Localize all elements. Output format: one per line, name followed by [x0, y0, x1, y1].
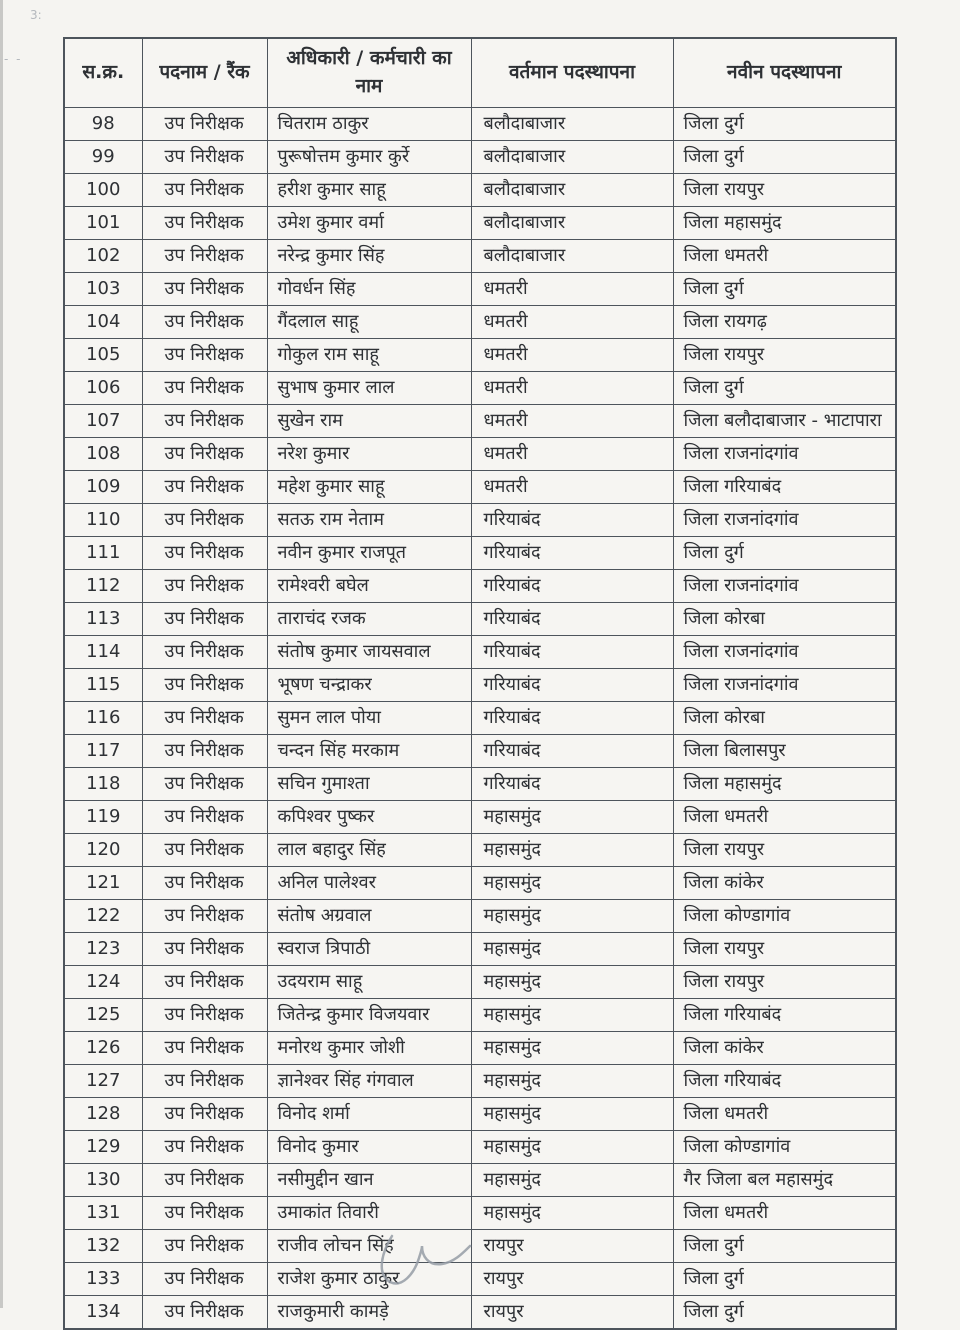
cell-officer-name: नसीमुद्दीन खान [267, 1164, 471, 1197]
cell-designation-rank: उप निरीक्षक [142, 900, 267, 933]
cell-officer-name: राजकुमारी कामड़े [267, 1296, 471, 1330]
cell-officer-name: नवीन कुमार राजपूत [267, 537, 471, 570]
table-row [64, 471, 896, 504]
cell-new-posting: जिला रायगढ़ [673, 306, 896, 339]
cell-serial-number: 100 [64, 174, 142, 207]
cell-new-posting: जिला धमतरी [673, 1098, 896, 1131]
cell-officer-name: नरेश कुमार [267, 438, 471, 471]
cell-current-posting: धमतरी [471, 438, 673, 471]
cell-new-posting: जिला महासमुंद [673, 207, 896, 240]
cell-designation-rank: उप निरीक्षक [142, 570, 267, 603]
table-row [64, 1197, 896, 1230]
cell-officer-name: सुभाष कुमार लाल [267, 372, 471, 405]
cell-officer-name: सुमन लाल पोया [267, 702, 471, 735]
cell-officer-name: संतोष कुमार जायसवाल [267, 636, 471, 669]
table-row [64, 1098, 896, 1131]
cell-designation-rank: उप निरीक्षक [142, 438, 267, 471]
table-row [64, 735, 896, 768]
cell-serial-number: 116 [64, 702, 142, 735]
cell-serial-number: 112 [64, 570, 142, 603]
cell-serial-number: 109 [64, 471, 142, 504]
cell-current-posting: महासमुंद [471, 1065, 673, 1098]
cell-designation-rank: उप निरीक्षक [142, 768, 267, 801]
cell-designation-rank: उप निरीक्षक [142, 108, 267, 141]
cell-serial-number: 128 [64, 1098, 142, 1131]
table-row [64, 636, 896, 669]
cell-serial-number: 110 [64, 504, 142, 537]
cell-new-posting: जिला दुर्ग [673, 141, 896, 174]
cell-current-posting: महासमुंद [471, 1032, 673, 1065]
table-row [64, 1263, 896, 1296]
table-body [64, 108, 896, 1330]
cell-new-posting: जिला रायपुर [673, 339, 896, 372]
cell-serial-number: 99 [64, 141, 142, 174]
table-row [64, 1131, 896, 1164]
cell-new-posting: जिला राजनांदगांव [673, 636, 896, 669]
cell-serial-number: 106 [64, 372, 142, 405]
cell-current-posting: महासमुंद [471, 867, 673, 900]
cell-current-posting: गरियाबंद [471, 504, 673, 537]
cell-new-posting: जिला कांकेर [673, 867, 896, 900]
cell-officer-name: उमाकांत तिवारी [267, 1197, 471, 1230]
cell-current-posting: गरियाबंद [471, 735, 673, 768]
cell-serial-number: 115 [64, 669, 142, 702]
table-row [64, 504, 896, 537]
table-row [64, 405, 896, 438]
cell-serial-number: 131 [64, 1197, 142, 1230]
cell-officer-name: संतोष अग्रवाल [267, 900, 471, 933]
cell-officer-name: कपिश्वर पुष्कर [267, 801, 471, 834]
cell-designation-rank: उप निरीक्षक [142, 471, 267, 504]
cell-current-posting: धमतरी [471, 273, 673, 306]
cell-current-posting: धमतरी [471, 306, 673, 339]
cell-designation-rank: उप निरीक्षक [142, 141, 267, 174]
table-header [64, 38, 896, 108]
cell-new-posting: जिला बलौदाबाजार - भाटापारा [673, 405, 896, 438]
cell-current-posting: महासमुंद [471, 1098, 673, 1131]
cell-current-posting: महासमुंद [471, 1197, 673, 1230]
cell-serial-number: 134 [64, 1296, 142, 1330]
cell-current-posting: गरियाबंद [471, 636, 673, 669]
cell-current-posting: धमतरी [471, 405, 673, 438]
cell-designation-rank: उप निरीक्षक [142, 669, 267, 702]
cell-designation-rank: उप निरीक्षक [142, 1131, 267, 1164]
cell-current-posting: बलौदाबाजार [471, 174, 673, 207]
cell-current-posting: बलौदाबाजार [471, 207, 673, 240]
col-header-new-posting: नवीन पदस्थापना [673, 38, 896, 108]
cell-officer-name: ताराचंद रजक [267, 603, 471, 636]
cell-new-posting: जिला दुर्ग [673, 1230, 896, 1263]
cell-officer-name: पुरूषोत्तम कुमार कुर्रे [267, 141, 471, 174]
cell-new-posting: जिला महासमुंद [673, 768, 896, 801]
cell-officer-name: नरेन्द्र कुमार सिंह [267, 240, 471, 273]
cell-officer-name: चितराम ठाकुर [267, 108, 471, 141]
cell-new-posting: जिला दुर्ग [673, 1296, 896, 1330]
cell-serial-number: 126 [64, 1032, 142, 1065]
cell-current-posting: बलौदाबाजार [471, 240, 673, 273]
table-row [64, 1230, 896, 1263]
cell-serial-number: 125 [64, 999, 142, 1032]
cell-designation-rank: उप निरीक्षक [142, 174, 267, 207]
cell-serial-number: 127 [64, 1065, 142, 1098]
cell-serial-number: 114 [64, 636, 142, 669]
cell-officer-name: उमेश कुमार वर्मा [267, 207, 471, 240]
cell-designation-rank: उप निरीक्षक [142, 933, 267, 966]
cell-new-posting: जिला धमतरी [673, 1197, 896, 1230]
cell-current-posting: महासमुंद [471, 1131, 673, 1164]
cell-designation-rank: उप निरीक्षक [142, 1098, 267, 1131]
cell-officer-name: राजेश कुमार ठाकुर [267, 1263, 471, 1296]
cell-new-posting: जिला कोण्डागांव [673, 1131, 896, 1164]
cell-current-posting: बलौदाबाजार [471, 141, 673, 174]
cell-current-posting: महासमुंद [471, 834, 673, 867]
cell-new-posting: जिला राजनांदगांव [673, 669, 896, 702]
cell-officer-name: सुखेन राम [267, 405, 471, 438]
cell-new-posting: जिला कांकेर [673, 1032, 896, 1065]
cell-designation-rank: उप निरीक्षक [142, 966, 267, 999]
cell-officer-name: मनोरथ कुमार जोशी [267, 1032, 471, 1065]
cell-designation-rank: उप निरीक्षक [142, 504, 267, 537]
cell-officer-name: सतऊ राम नेताम [267, 504, 471, 537]
cell-serial-number: 102 [64, 240, 142, 273]
cell-serial-number: 108 [64, 438, 142, 471]
cell-new-posting: जिला दुर्ग [673, 372, 896, 405]
cell-new-posting: जिला गरियाबंद [673, 1065, 896, 1098]
cell-new-posting: गैर जिला बल महासमुंद [673, 1164, 896, 1197]
cell-new-posting: जिला राजनांदगांव [673, 438, 896, 471]
cell-designation-rank: उप निरीक्षक [142, 867, 267, 900]
cell-designation-rank: उप निरीक्षक [142, 273, 267, 306]
cell-serial-number: 101 [64, 207, 142, 240]
cell-serial-number: 103 [64, 273, 142, 306]
cell-designation-rank: उप निरीक्षक [142, 999, 267, 1032]
cell-officer-name: जितेन्द्र कुमार विजयवार [267, 999, 471, 1032]
table-row [64, 966, 896, 999]
table-row [64, 240, 896, 273]
cell-current-posting: गरियाबंद [471, 669, 673, 702]
table-row [64, 141, 896, 174]
cell-designation-rank: उप निरीक्षक [142, 603, 267, 636]
cell-current-posting: धमतरी [471, 339, 673, 372]
cell-officer-name: अनिल पालेश्वर [267, 867, 471, 900]
cell-serial-number: 105 [64, 339, 142, 372]
cell-new-posting: जिला रायपुर [673, 966, 896, 999]
cell-designation-rank: उप निरीक्षक [142, 735, 267, 768]
header-row [64, 38, 896, 108]
cell-officer-name: विनोद शर्मा [267, 1098, 471, 1131]
cell-designation-rank: उप निरीक्षक [142, 1065, 267, 1098]
cell-serial-number: 107 [64, 405, 142, 438]
table-row [64, 933, 896, 966]
cell-officer-name: चन्दन सिंह मरकाम [267, 735, 471, 768]
col-header-serial-number: स.क्र. [64, 38, 142, 108]
cell-officer-name: हरीश कुमार साहू [267, 174, 471, 207]
cell-designation-rank: उप निरीक्षक [142, 207, 267, 240]
cell-serial-number: 132 [64, 1230, 142, 1263]
table-row [64, 537, 896, 570]
cell-current-posting: धमतरी [471, 471, 673, 504]
scan-edge-shadow [0, 0, 3, 1308]
table-row [64, 207, 896, 240]
cell-new-posting: जिला दुर्ग [673, 108, 896, 141]
cell-officer-name: गैंदलाल साहू [267, 306, 471, 339]
cell-serial-number: 113 [64, 603, 142, 636]
cell-serial-number: 119 [64, 801, 142, 834]
cell-officer-name: विनोद कुमार [267, 1131, 471, 1164]
cell-officer-name: गोकुल राम साहू [267, 339, 471, 372]
cell-serial-number: 124 [64, 966, 142, 999]
table-row [64, 603, 896, 636]
cell-serial-number: 122 [64, 900, 142, 933]
col-header-designation-rank: पदनाम / रैंक [142, 38, 267, 108]
cell-officer-name: उदयराम साहू [267, 966, 471, 999]
cell-new-posting: जिला कोण्डागांव [673, 900, 896, 933]
cell-new-posting: जिला दुर्ग [673, 537, 896, 570]
cell-designation-rank: उप निरीक्षक [142, 1032, 267, 1065]
transfer-table [63, 37, 897, 1330]
table-row [64, 1032, 896, 1065]
cell-officer-name: भूषण चन्द्राकर [267, 669, 471, 702]
cell-designation-rank: उप निरीक्षक [142, 240, 267, 273]
cell-current-posting: महासमुंद [471, 900, 673, 933]
table-row [64, 570, 896, 603]
cell-serial-number: 104 [64, 306, 142, 339]
table-row [64, 174, 896, 207]
cell-new-posting: जिला दुर्ग [673, 1263, 896, 1296]
cell-current-posting: गरियाबंद [471, 570, 673, 603]
cell-current-posting: महासमुंद [471, 966, 673, 999]
table-row [64, 372, 896, 405]
cell-serial-number: 130 [64, 1164, 142, 1197]
cell-serial-number: 98 [64, 108, 142, 141]
cell-designation-rank: उप निरीक्षक [142, 702, 267, 735]
cell-new-posting: जिला गरियाबंद [673, 999, 896, 1032]
cell-current-posting: रायपुर [471, 1296, 673, 1330]
cell-new-posting: जिला कोरबा [673, 702, 896, 735]
cell-serial-number: 129 [64, 1131, 142, 1164]
table-row [64, 768, 896, 801]
cell-current-posting: बलौदाबाजार [471, 108, 673, 141]
pencil-mark-left: - - [4, 52, 23, 66]
cell-new-posting: जिला गरियाबंद [673, 471, 896, 504]
cell-officer-name: रामेश्वरी बघेल [267, 570, 471, 603]
cell-designation-rank: उप निरीक्षक [142, 801, 267, 834]
cell-current-posting: महासमुंद [471, 933, 673, 966]
cell-new-posting: जिला रायपुर [673, 933, 896, 966]
cell-new-posting: जिला राजनांदगांव [673, 504, 896, 537]
pencil-mark-top: 3: [30, 8, 42, 22]
table-row [64, 801, 896, 834]
table-row [64, 273, 896, 306]
cell-designation-rank: उप निरीक्षक [142, 537, 267, 570]
cell-officer-name: गोवर्धन सिंह [267, 273, 471, 306]
cell-designation-rank: उप निरीक्षक [142, 1263, 267, 1296]
cell-officer-name: राजीव लोचन सिंह [267, 1230, 471, 1263]
cell-new-posting: जिला राजनांदगांव [673, 570, 896, 603]
cell-officer-name: स्वराज त्रिपाठी [267, 933, 471, 966]
table-row [64, 339, 896, 372]
cell-current-posting: रायपुर [471, 1263, 673, 1296]
cell-designation-rank: उप निरीक्षक [142, 1164, 267, 1197]
cell-current-posting: रायपुर [471, 1230, 673, 1263]
cell-designation-rank: उप निरीक्षक [142, 636, 267, 669]
cell-designation-rank: उप निरीक्षक [142, 1197, 267, 1230]
table-row [64, 108, 896, 141]
table-row [64, 669, 896, 702]
cell-designation-rank: उप निरीक्षक [142, 372, 267, 405]
cell-officer-name: लाल बहादुर सिंह [267, 834, 471, 867]
cell-designation-rank: उप निरीक्षक [142, 405, 267, 438]
cell-officer-name: ज्ञानेश्वर सिंह गंगवाल [267, 1065, 471, 1098]
cell-new-posting: जिला रायपुर [673, 834, 896, 867]
cell-serial-number: 111 [64, 537, 142, 570]
cell-current-posting: धमतरी [471, 372, 673, 405]
cell-serial-number: 118 [64, 768, 142, 801]
cell-current-posting: महासमुंद [471, 1164, 673, 1197]
cell-designation-rank: उप निरीक्षक [142, 339, 267, 372]
cell-current-posting: गरियाबंद [471, 768, 673, 801]
table-row [64, 999, 896, 1032]
cell-officer-name: महेश कुमार साहू [267, 471, 471, 504]
cell-new-posting: जिला दुर्ग [673, 273, 896, 306]
table-row [64, 867, 896, 900]
table-row [64, 834, 896, 867]
cell-new-posting: जिला धमतरी [673, 240, 896, 273]
cell-serial-number: 133 [64, 1263, 142, 1296]
table-row [64, 1296, 896, 1330]
table-row [64, 702, 896, 735]
cell-current-posting: महासमुंद [471, 999, 673, 1032]
cell-new-posting: जिला धमतरी [673, 801, 896, 834]
cell-new-posting: जिला रायपुर [673, 174, 896, 207]
table-row [64, 1164, 896, 1197]
cell-serial-number: 123 [64, 933, 142, 966]
cell-current-posting: गरियाबंद [471, 702, 673, 735]
table-row [64, 1065, 896, 1098]
cell-current-posting: महासमुंद [471, 801, 673, 834]
cell-current-posting: गरियाबंद [471, 537, 673, 570]
cell-serial-number: 121 [64, 867, 142, 900]
cell-serial-number: 120 [64, 834, 142, 867]
cell-designation-rank: उप निरीक्षक [142, 834, 267, 867]
table-row [64, 900, 896, 933]
col-header-officer-name: अधिकारी / कर्मचारी का नाम [267, 38, 471, 108]
cell-officer-name: सचिन गुमाश्ता [267, 768, 471, 801]
cell-current-posting: गरियाबंद [471, 603, 673, 636]
table-row [64, 306, 896, 339]
cell-designation-rank: उप निरीक्षक [142, 1230, 267, 1263]
cell-new-posting: जिला बिलासपुर [673, 735, 896, 768]
cell-designation-rank: उप निरीक्षक [142, 1296, 267, 1330]
cell-serial-number: 117 [64, 735, 142, 768]
cell-designation-rank: उप निरीक्षक [142, 306, 267, 339]
cell-new-posting: जिला कोरबा [673, 603, 896, 636]
table-row [64, 438, 896, 471]
col-header-current-posting: वर्तमान पदस्थापना [471, 38, 673, 108]
